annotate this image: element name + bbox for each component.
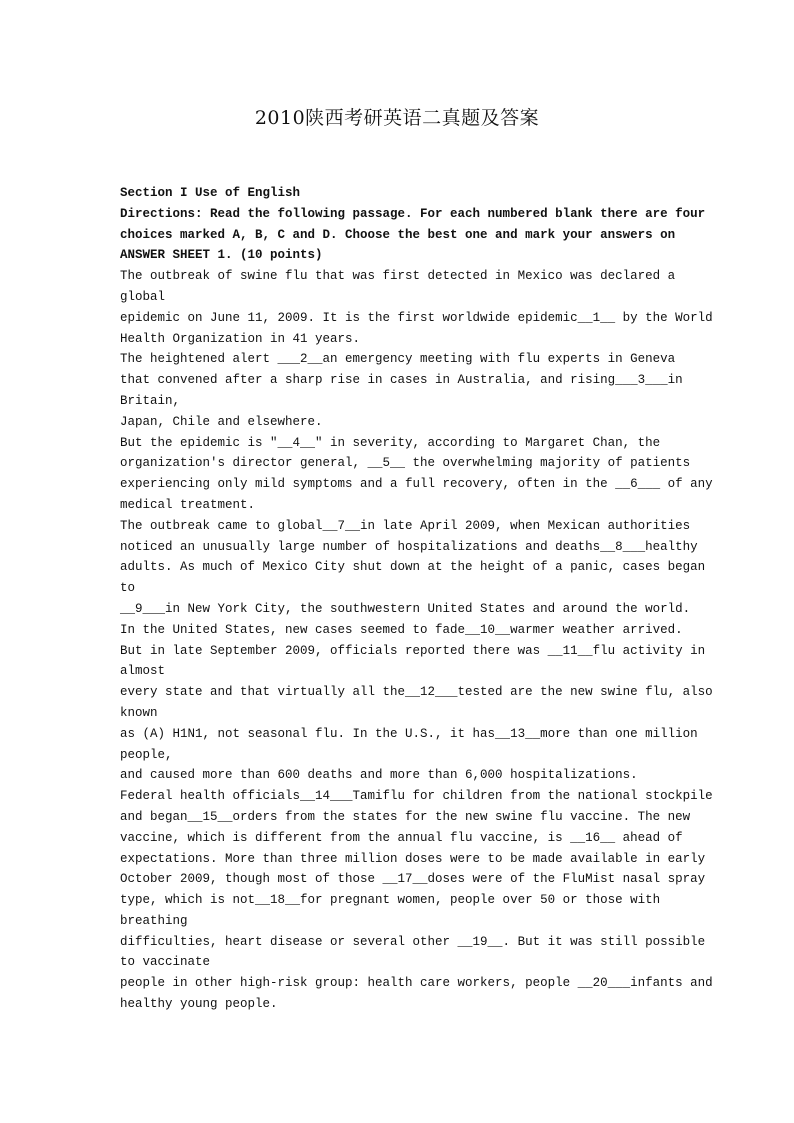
passage-line: medical treatment. [120, 497, 256, 512]
passage-line: and began__15__orders from the states for the new swine flu vaccine. The new [120, 809, 691, 824]
section-heading-line: choices marked A, B, C and D. Choose the best one and mark your answers on [120, 227, 676, 242]
section-heading-line: Section I Use of English [120, 186, 301, 200]
passage-line: The outbreak of swine flu that was first detected in Mexico was declared a [120, 269, 676, 284]
passage-line: difficulties, heart disease or several other __19__. But it was still possible [120, 934, 706, 949]
passage-line: __9___in New York City, the southwestern United States and around the world. [120, 601, 691, 616]
passage-line: October 2009, though most of those __17__doses were of the FluMist nasal spray [120, 872, 706, 887]
passage-line: vaccine, which is different from the annual flu vaccine, is __16__ ahead of [120, 830, 683, 845]
section-heading-line: Directions: Read the following passage. For each numbered blank there are four [120, 206, 706, 221]
passage-line: global [120, 289, 166, 304]
passage-line: experiencing only mild symptoms and a full recovery, often in the __6___ of any [120, 477, 713, 492]
passage-line: and caused more than 600 deaths and more than 6,000 hospitalizations. [120, 768, 638, 783]
passage-line: epidemic on June 11, 2009. It is the first worldwide epidemic__1__ by the World [120, 310, 713, 325]
passage-line: that convened after a sharp rise in cases in Australia, and rising___3___in [120, 373, 683, 388]
passage-line: people in other high-risk group: health care workers, people __20___infants and [120, 976, 713, 991]
passage-line: known [120, 705, 158, 720]
passage-line: to [120, 581, 136, 596]
document-body [120, 183, 713, 1015]
passage-line: every state and that virtually all the__12___tested are the new swine flu, also [120, 685, 713, 700]
passage-line: almost [120, 664, 166, 679]
passage-line: Federal health officials__14___Tamiflu for children from the national stockpile [120, 789, 713, 804]
passage-line: In the United States, new cases seemed to fade__10__warmer weather arrived. [120, 622, 683, 637]
passage-line: Japan, Chile and elsewhere. [120, 414, 323, 429]
document-title: 2010陕西考研英语二真题及答案 [254, 107, 540, 129]
passage-line: The outbreak came to global__7__in late April 2009, when Mexican authorities [120, 518, 691, 533]
passage-line: people, [120, 747, 173, 762]
passage-line: to vaccinate [120, 955, 211, 970]
passage-line: adults. As much of Mexico City shut down at the height of a panic, cases began [120, 560, 706, 575]
section-heading-line: ANSWER SHEET 1. (10 points) [120, 248, 323, 263]
passage-line: healthy young people. [120, 997, 278, 1012]
passage-line: The heightened alert ___2__an emergency meeting with flu experts in Geneva [120, 352, 676, 367]
passage-line: type, which is not__18__for pregnant women, people over 50 or those with [120, 893, 661, 908]
passage-line: Britain, [120, 393, 181, 408]
passage-line: organization's director general, __5__ the overwhelming majority of patients [120, 456, 691, 471]
passage-line: as (A) H1N1, not seasonal flu. In the U.S., it has__13__more than one million [120, 726, 698, 741]
passage-line: noticed an unusually large number of hospitalizations and deaths__8___healthy [120, 539, 698, 554]
passage-line: But in late September 2009, officials reported there was __11__flu activity in [120, 643, 706, 658]
passage-line: Health Organization in 41 years. [120, 331, 361, 346]
passage-line: expectations. More than three million doses were to be made available in early [120, 851, 706, 866]
passage-line: But the epidemic is "__4__" in severity, according to Margaret Chan, the [120, 435, 661, 450]
passage-line: breathing [120, 913, 188, 928]
